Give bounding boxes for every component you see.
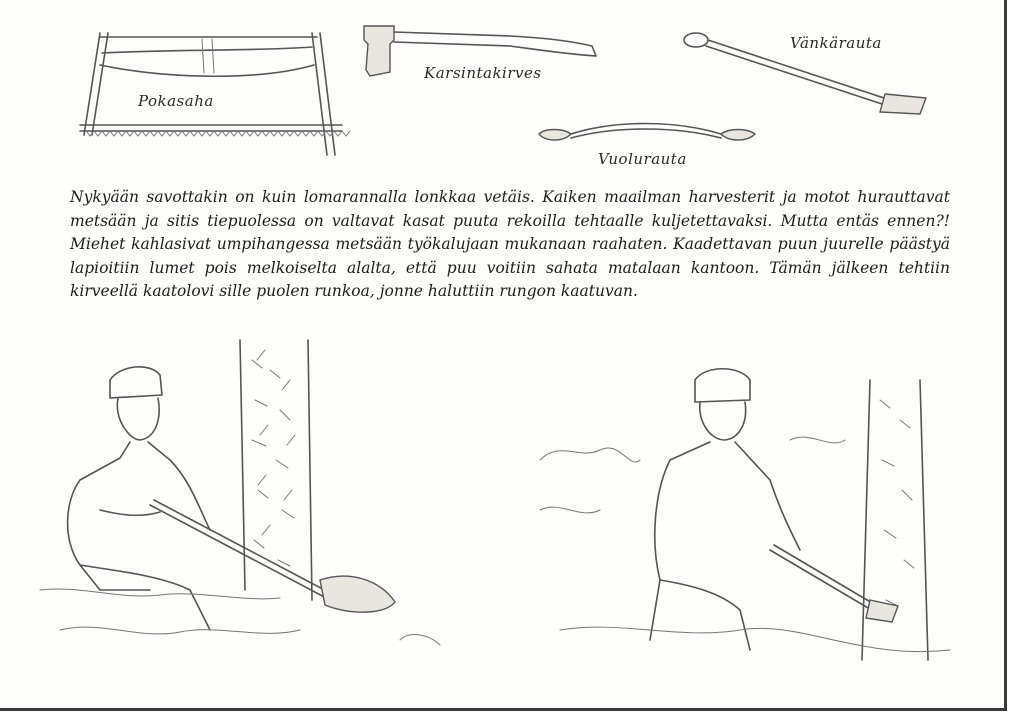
tool-label-karsintakirves: Karsintakirves (424, 64, 542, 82)
tool-label-vuolurauta: Vuolurauta (598, 150, 687, 168)
story-paragraph: Nykyään savottakin on kuin lomarannalla lonkkaa vetäis. Kaiken maailman harvesterit ja motot hurauttavat metsään ja sitis tiepuolessa on valtavat kasat puuta rekoilla tehtaalle kuljetettavaksi. Mutta entäs ennen?! Miehet kahlasivat umpihangessa metsään työkalujaan mukanaan raahaten. Kaadettavan puun juurelle päästyä lapioitiin lumet pois melkoiselta alalta, että puu voitiin sahata matalaan kantoon. Tämän jälkeen tehtiin kirveellä kaatolovi sille puolen runkoa, jonne haluttiin rungon kaatuvan. (70, 188, 950, 300)
man-chopping-illustration (540, 360, 960, 670)
tool-label-pokasaha: Pokasaha (138, 92, 214, 110)
man-shoveling-illustration (40, 340, 460, 670)
tool-label-vankarauta: Vänkärauta (790, 34, 882, 52)
